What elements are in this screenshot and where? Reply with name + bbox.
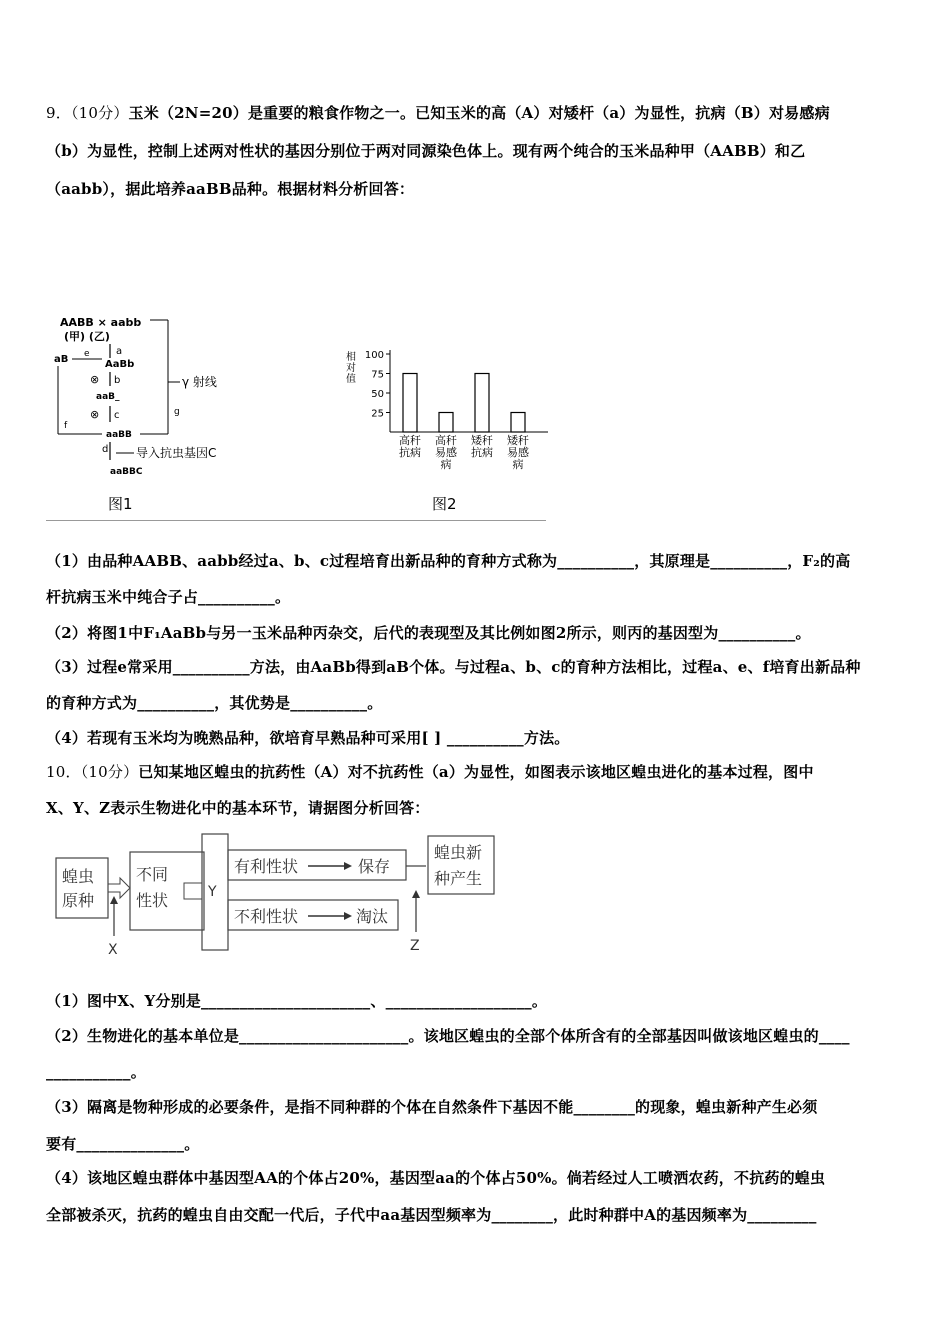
- box-different-traits-line2: 性状: [136, 891, 169, 910]
- fig2-category-label: 高秆: [399, 434, 421, 447]
- fig2-caption: 图2: [432, 495, 457, 513]
- label-unfavorable-traits: 不利性状: [234, 907, 299, 926]
- fig1-label-b: b: [114, 375, 121, 386]
- fig1-ab: aB: [54, 354, 69, 365]
- fig1-aab: aaB_: [96, 392, 120, 402]
- fig2-category-label: 抗病: [471, 446, 493, 459]
- fig1-cross: AABB × aabb: [60, 316, 142, 329]
- label-keep: 保存: [358, 857, 391, 876]
- q9-number: 9．: [46, 104, 71, 122]
- fig2-ytick-label: 25: [371, 408, 384, 420]
- fig2-ytick-label: 75: [371, 369, 384, 381]
- fig2-category-label: 易感: [435, 446, 457, 459]
- arrow-to-eliminate-head: [344, 912, 352, 920]
- fig2-ylabel-2: 对: [346, 363, 356, 374]
- box-different-traits-line1: 不同: [136, 865, 169, 884]
- fig2-category-label: 抗病: [399, 446, 421, 459]
- fig1-import: 导入抗虫基因C: [136, 446, 217, 460]
- fig1-parents: (甲) (乙): [64, 330, 110, 343]
- fig2-ylabel-3: 值: [346, 374, 356, 385]
- label-z: Z: [410, 938, 420, 954]
- q10-number: 10．: [46, 763, 81, 781]
- q9-stem-line1: [46, 102, 830, 123]
- q9-part2: （2）将图1中F₁AaBb与另一玉米品种丙杂交，后代的表现型及其比例如图2所示，则丙的基因型为__________。: [46, 624, 811, 642]
- arrow-to-keep-head: [344, 862, 352, 870]
- fig2-ytick-label: 50: [371, 389, 384, 400]
- fig1-label-g: g: [174, 407, 180, 417]
- fig2-bar: [475, 374, 489, 433]
- box-original-species-line2: 原种: [62, 891, 95, 910]
- fig1-label-c: c: [114, 410, 120, 421]
- fig2-ylabel-1: 相: [346, 352, 356, 363]
- fig2-bar: [439, 413, 453, 433]
- label-favorable-traits: 有利性状: [234, 857, 299, 876]
- q10-stem-line2: X、Y、Z表示生物进化中的基本环节，请据图分析回答：: [46, 799, 430, 817]
- q9-part1-line2: 杆抗病玉米中纯合子占__________。: [46, 588, 291, 606]
- label-eliminate: 淘汰: [356, 907, 389, 926]
- q9-points: （10分）: [70, 104, 129, 122]
- fig2-ytick-label: 100: [364, 350, 384, 361]
- figure-divider: [46, 520, 546, 521]
- fig2-category-label: 高秆: [435, 434, 457, 447]
- q9-stem-text1: 玉米（2N=20）是重要的粮食作物之一。已知玉米的高（A）对矮杆（a）为显性，抗病（B）对易感病: [128, 104, 830, 122]
- fig1-label-a: a: [116, 346, 123, 357]
- q10-part2-line2: ___________。: [46, 1063, 146, 1081]
- q9-stem-line3: （aabb），据此培养aaBB品种。根据材料分析回答：: [46, 180, 415, 198]
- q9-stem-line2: （b）为显性，控制上述两对性状的基因分别位于两对同源染色体上。现有两个纯合的玉米品种甲（AABB）和乙: [46, 142, 806, 160]
- q10-points: （10分）: [80, 763, 139, 781]
- q9-part4: （4）若现有玉米均为晚熟品种，欲培育早熟品种可采用[ ] __________方法。: [46, 729, 570, 747]
- label-x: X: [108, 942, 118, 958]
- arrow-z-head: [412, 890, 420, 898]
- fig2-category-label: 矮秆: [471, 434, 493, 447]
- figure-2-bar-chart: [338, 340, 558, 489]
- q9-part1-line1: （1）由品种AABB、aabb经过a、b、c过程培育出新品种的育种方式称为__________，其原理是__________，F₂的高: [46, 552, 851, 570]
- fig1-label-f: f: [64, 421, 68, 431]
- fig2-bar: [511, 413, 525, 433]
- box-new-species-line1: 蝗虫新: [434, 843, 483, 862]
- fig1-label-e: e: [84, 349, 90, 359]
- small-arrow-box: [184, 883, 202, 899]
- q9-part3-line1: （3）过程e常采用__________方法，由AaBb得到aB个体。与过程a、b、c的育种方法相比，过程a、e、f培育出新品种: [46, 658, 861, 676]
- fig1-aabbc: aaBBC: [110, 467, 143, 477]
- fig1-aabb: aaBB: [106, 430, 132, 440]
- box-new-species-line2: 种产生: [434, 869, 483, 888]
- q10-stem-line1: [46, 761, 814, 782]
- label-y: Y: [208, 884, 217, 900]
- double-arrow-icon: [108, 878, 130, 898]
- fig1-gamma: γ 射线: [182, 375, 217, 389]
- fig1-label-d: d: [102, 444, 109, 455]
- q10-part3-line1: （3）隔离是物种形成的必要条件，是指不同种群的个体在自然条件下基因不能________的现象，蝗虫新种产生必须: [46, 1098, 818, 1116]
- q10-part1: （1）图中X、Y分别是______________________、___________________。: [46, 992, 548, 1010]
- q10-part2-line1: （2）生物进化的基本单位是______________________。该地区蝗虫的全部个体所含有的全部基因叫做该地区蝗虫的____: [46, 1027, 850, 1045]
- fig1-selfing-symbol-2: ⊗: [90, 408, 100, 421]
- fig2-category-label: 病: [512, 458, 524, 471]
- fig2-category-label: 矮秆: [507, 434, 529, 447]
- q10-stem-text1: 已知某地区蝗虫的抗药性（A）对不抗药性（a）为显性，如图表示该地区蝗虫进化的基本过程，图中: [138, 763, 814, 781]
- fig1-caption: 图1: [108, 495, 133, 513]
- fig1-selfing-symbol-1: ⊗: [90, 373, 100, 386]
- figure-1-breeding-diagram: [50, 310, 290, 489]
- arrow-x-head: [110, 896, 118, 904]
- q10-part3-line2: 要有______________。: [46, 1135, 200, 1153]
- q10-part4-line2: 全部被杀灭，抗药的蝗虫自由交配一代后，子代中aa基因型频率为________，此时种群中A的基因频率为_________: [46, 1206, 817, 1224]
- evolution-diagram: [50, 828, 510, 962]
- fig2-category-label: 病: [440, 458, 452, 471]
- fig2-category-label: 易感: [507, 446, 529, 459]
- q9-part3-line2: 的育种方式为__________，其优势是__________。: [46, 694, 383, 712]
- fig2-bar: [403, 374, 417, 433]
- fig1-f1: AaBb: [105, 359, 135, 370]
- q10-part4-line1: （4）该地区蝗虫群体中基因型AA的个体占20%，基因型aa的个体占50%。倘若经过人工喷洒农药，不抗药的蝗虫: [46, 1169, 826, 1187]
- box-original-species-line1: 蝗虫: [62, 867, 95, 886]
